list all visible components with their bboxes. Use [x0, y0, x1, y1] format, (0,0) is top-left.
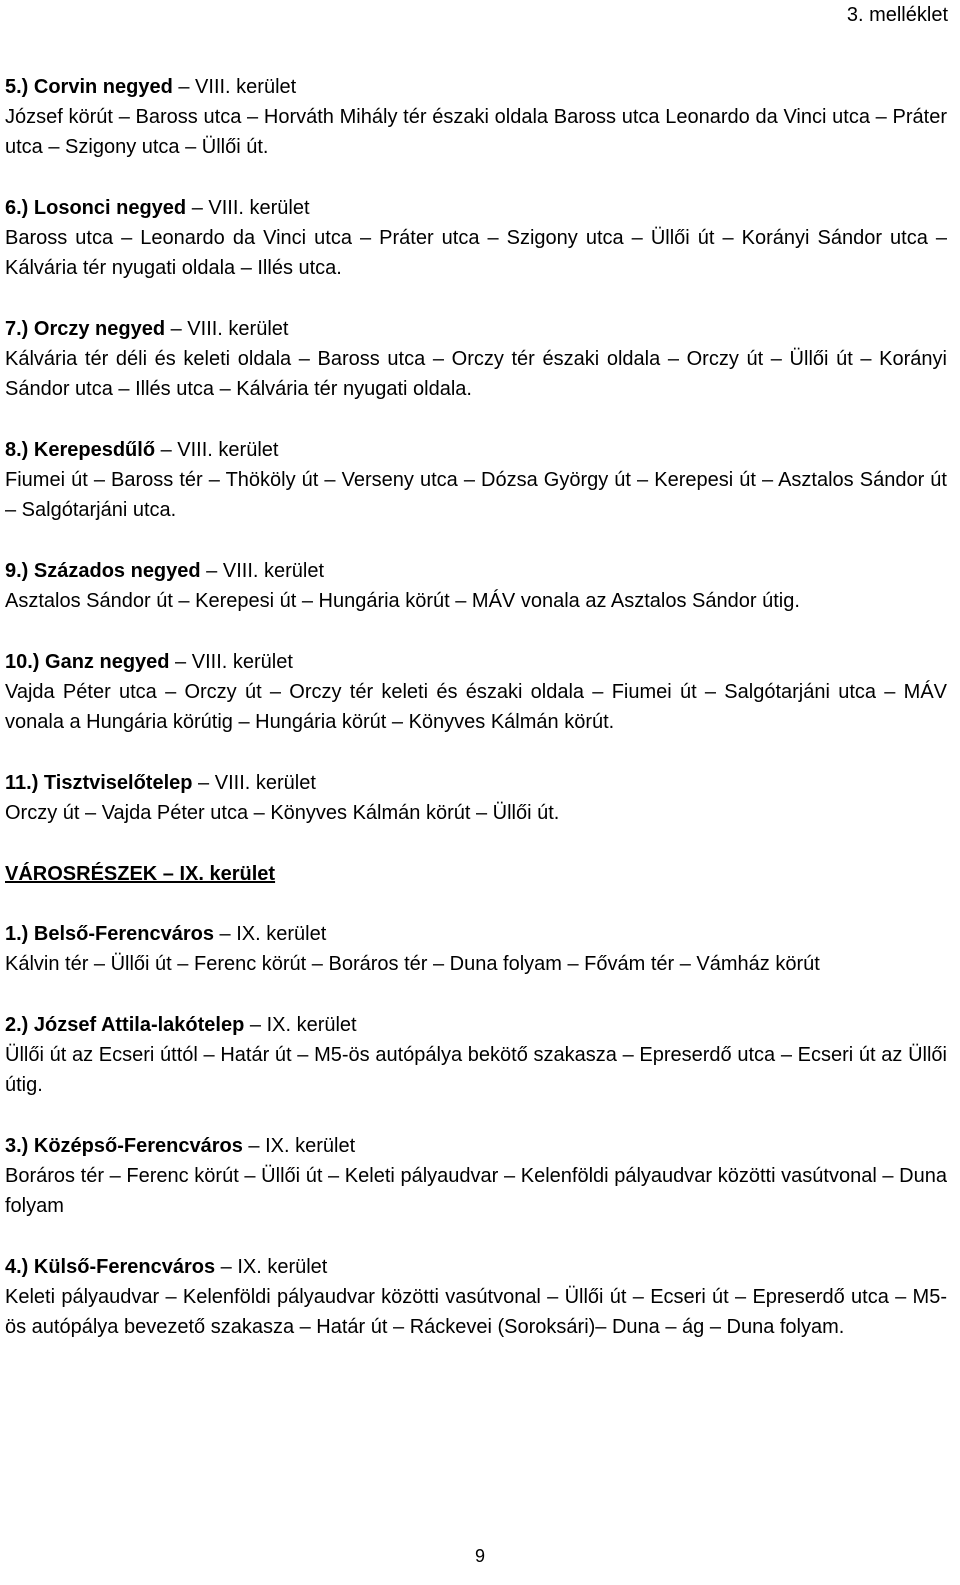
entry-name: 2.) József Attila-lakótelep — [5, 1014, 245, 1036]
entry-name: 9.) Százados negyed — [5, 560, 201, 582]
entry-heading — [5, 1252, 947, 1282]
district-entry-jozsef-attila — [5, 1010, 947, 1100]
entry-district: – VIII. kerület — [200, 560, 325, 582]
spacer — [5, 1222, 947, 1252]
district-entry-tisztviselotelep — [5, 768, 947, 828]
document-body — [5, 72, 947, 1343]
section-title-ix: VÁROSRÉSZEK – IX. kerület — [5, 863, 276, 885]
district-entry-kerepesdulo — [5, 435, 947, 525]
entry-name: 5.) Corvin negyed — [5, 76, 173, 98]
entry-boundary: Kálvária tér déli és keleti oldala – Baross utca – Orczy tér északi oldala – Orczy út – Üllői út – Korányi Sándor utca – Illés utca – Kálvária tér nyugati oldala. — [5, 348, 947, 400]
spacer — [5, 284, 947, 314]
entry-name: 6.) Losonci negyed — [5, 197, 187, 219]
entry-boundary: Kálvin tér – Üllői út – Ferenc körút – Boráros tér – Duna folyam – Fővám tér – Vámház körút — [5, 953, 820, 975]
entry-name: 7.) Orczy negyed — [5, 318, 166, 340]
entry-district: – VIII. kerület — [186, 197, 310, 219]
entry-heading — [5, 1131, 947, 1161]
entry-boundary: Baross utca – Leonardo da Vinci utca – Práter utca – Szigony utca – Üllői út – Korányi Sándor utca – Kálvária tér nyugati oldala – Illés utca. — [5, 227, 947, 279]
entry-name: 4.) Külső-Ferencváros — [5, 1256, 216, 1278]
entry-district: – VIII. kerület — [165, 318, 289, 340]
entry-district: – VIII. kerület — [192, 772, 316, 794]
entry-district: – IX. kerület — [215, 1256, 328, 1278]
annex-label: 3. melléklet — [846, 4, 948, 26]
entry-heading — [5, 1010, 947, 1040]
entry-district: – IX. kerület — [244, 1014, 357, 1036]
entry-name: 8.) Kerepesdűlő — [5, 439, 156, 461]
entry-name: 3.) Középső-Ferencváros — [5, 1135, 243, 1157]
entry-boundary: Keleti pályaudvar – Kelenföldi pályaudvar közötti vasútvonal – Üllői út – Ecseri út – Epreserdő utca – M5-ös autópálya bevezető szakasza – Határ út – Ráckevei (Soroksári)– Duna – ág – Duna folyam. — [5, 1286, 947, 1338]
district-entry-losonci — [5, 193, 947, 283]
entry-name: 11.) Tisztviselőtelep — [5, 772, 193, 794]
entry-boundary: Asztalos Sándor út – Kerepesi út – Hungária körút – MÁV vonala az Asztalos Sándor útig. — [5, 590, 800, 612]
entry-district: – VIII. kerület — [155, 439, 279, 461]
spacer — [5, 526, 947, 556]
entry-boundary: Vajda Péter utca – Orczy út – Orczy tér keleti és északi oldala – Fiumei út – Salgótarjáni utca – MÁV vonala a Hungária körútig – Hungária körút – Könyves Kálmán körút. — [5, 681, 947, 733]
district-entry-belso-ferencvaros — [5, 919, 947, 979]
entry-name: 10.) Ganz negyed — [5, 651, 170, 673]
entry-heading — [5, 919, 947, 949]
district-entry-szazados — [5, 556, 947, 616]
entry-boundary: József körút – Baross utca – Horváth Mihály tér északi oldala Baross utca Leonardo da Vinci utca – Práter utca – Szigony utca – Üllői út. — [5, 106, 947, 158]
entry-name: 1.) Belső-Ferencváros — [5, 923, 214, 945]
page-number: 9 — [474, 1546, 485, 1566]
district-entry-orczy — [5, 314, 947, 404]
entry-heading — [5, 556, 947, 586]
entry-heading — [5, 314, 947, 344]
entry-boundary: Boráros tér – Ferenc körút – Üllői út – Keleti pályaudvar – Kelenföldi pályaudvar közötti vasútvonal – Duna folyam — [5, 1165, 947, 1217]
entry-boundary: Fiumei út – Baross tér – Thököly út – Verseny utca – Dózsa György út – Kerepesi út – Asztalos Sándor út – Salgótarjáni utca. — [5, 469, 947, 521]
entry-district: – IX. kerület — [213, 923, 327, 945]
entry-heading — [5, 435, 947, 465]
spacer — [5, 889, 947, 919]
entry-heading — [5, 193, 947, 223]
entry-heading — [5, 72, 947, 102]
district-entry-kulso-ferencvaros — [5, 1252, 947, 1342]
district-entry-corvin — [5, 72, 947, 162]
entry-heading — [5, 768, 947, 798]
entry-boundary: Orczy út – Vajda Péter utca – Könyves Kálmán körút – Üllői út. — [5, 802, 560, 824]
spacer — [5, 405, 947, 435]
entry-boundary: Üllői út az Ecseri úttól – Határ út – M5-ös autópálya bekötő szakasza – Epreserdő utca – Ecseri út az Üllői útig. — [5, 1044, 947, 1096]
spacer — [5, 738, 947, 768]
entry-district: – IX. kerület — [242, 1135, 356, 1157]
spacer — [5, 617, 947, 647]
spacer — [5, 980, 947, 1010]
district-entry-kozepso-ferencvaros — [5, 1131, 947, 1221]
spacer — [5, 829, 947, 859]
spacer — [5, 163, 947, 193]
entry-heading — [5, 647, 947, 677]
entry-district: – VIII. kerület — [169, 651, 293, 673]
spacer — [5, 1101, 947, 1131]
entry-district: – VIII. kerület — [172, 76, 297, 98]
district-entry-ganz — [5, 647, 947, 737]
